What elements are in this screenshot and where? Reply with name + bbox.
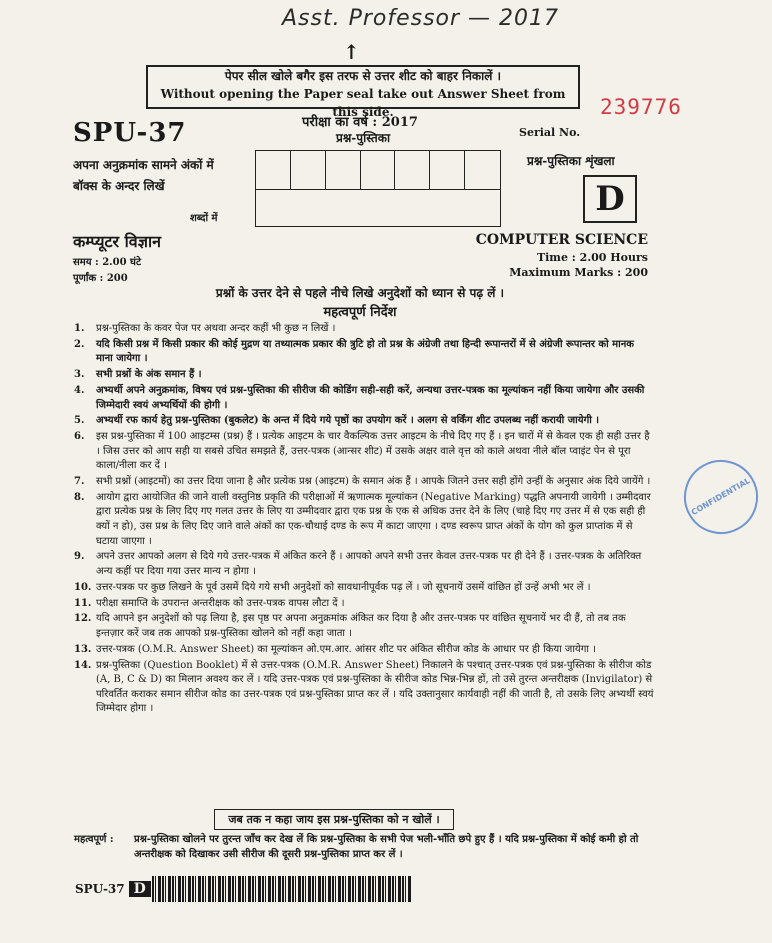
arrow-up-icon: ↑: [343, 40, 360, 64]
series-letter-box: D: [583, 175, 637, 223]
roll-digit-box[interactable]: [291, 151, 326, 189]
instruction-number: 4.: [74, 384, 85, 396]
instruction-item: [74, 612, 654, 641]
instruction-item: [74, 384, 654, 413]
paper-seal-notice: [146, 65, 580, 119]
time-english: Time : 2.00 Hours: [536, 251, 648, 264]
paper-code: SPU-37: [73, 118, 187, 148]
barcode: [152, 876, 412, 902]
roll-digit-box[interactable]: [326, 151, 361, 189]
confidential-stamp: CONFIDENTIAL: [670, 446, 771, 547]
instruction-text: यदि आपने इन अनुदेशों को पढ़ लिया है, इस पृष्ठ पर अपना अनुक्रमांक अंकित कर दिया है और उत्तर-पत्रक पर वांछित सूचनायें भर दी हैं, तो तब तक इन्तज़ार करें जब तक आपको प्रश्न-पुस्तिका खोलने को नहीं कहा जाता ।: [96, 613, 626, 639]
instruction-text: अपने उत्तर आपको अलग से दिये गये उत्तर-पत्रक में अंकित करने हैं । आपको अपने सभी उत्तर केवल उत्तर-पत्रक पर ही देने हैं । उत्तर-पत्रक के अतिरिक्त अन्य कहीं पर दिया गया उत्तर मान्य न होगा ।: [96, 551, 642, 577]
footer-series-letter: D: [129, 881, 151, 897]
instruction-text: यदि किसी प्रश्न में किसी प्रकार की कोई मुद्रण या तथ्यात्मक प्रकार की त्रुटि हो तो प्रश्न के अंग्रेजी तथा हिन्दी रूपान्तरों में से अंग्रेजी रूपान्तर को मानक माना जायेगा ।: [96, 338, 634, 365]
instruction-item: [74, 338, 654, 367]
roll-digit-box[interactable]: [395, 151, 430, 189]
instruction-number: 7.: [74, 476, 85, 488]
instruction-item: [74, 659, 654, 717]
subject-hindi: कम्प्यूटर विज्ञान: [73, 232, 161, 251]
roll-label-line2: बॉक्स के अन्दर लिखें: [73, 179, 165, 193]
marks-english: Maximum Marks : 200: [509, 266, 648, 279]
instruction-text: उत्तर-पत्रक (O.M.R. Answer Sheet) का मूल्यांकन ओ.एम.आर. आंसर शीट पर अंकित सीरीज कोड के आधार पर ही किया जायेगा ।: [96, 643, 596, 655]
instruction-text: प्रश्न-पुस्तिका (Question Booklet) में से उत्तर-पत्रक (O.M.R. Answer Sheet) निकालने के पश्चात् उत्तर-पत्रक एवं प्रश्न-पुस्तिका के सीरीज कोड (A, B, C & D) का मिलान अवश्य कर लें । यदि उत्तर-पत्रक एवं प्रश्न-पुस्तिका के सीरीज कोड भिन्न-भिन्न हों, तो उसे तुरन्त अन्तरीक्षक (Invigilator) से परिवर्तित कराकर समान सीरीज कोड का उत्तर-पत्रक एवं प्रश्न-पुस्तिका प्राप्त कर लें । यदि उक्तानुसार कार्यवाही नहीं की जाती है, तो उसके लिए अभ्यर्थी स्वयं जिम्मेदार होगा ।: [96, 659, 654, 715]
do-not-open-banner: जब तक न कहा जाय इस प्रश्न-पुस्तिका को न खोलें ।: [214, 809, 454, 830]
roll-label-line1: अपना अनुक्रमांक सामने अंकों में: [73, 158, 214, 172]
footer-paper-code: [75, 881, 151, 897]
instruction-number: 2.: [74, 338, 85, 350]
seal-notice-hindi: पेपर सील खोले बगैर इस तरफ से उत्तर शीट को बाहर निकालें ।: [224, 69, 502, 83]
instruction-item: [74, 475, 654, 490]
important-note-text: प्रश्न-पुस्तिका खोलने पर तुरन्त जाँच कर देख लें कि प्रश्न-पुस्तिका के सभी पेज भली-भाँति छपे हुए हैं । यदि प्रश्न-पुस्तिका में कोई कमी हो तो अन्तरीक्षक को दिखाकर उसी सीरीज की दूसरी प्रश्न-पुस्तिका प्राप्त कर लें ।: [134, 834, 639, 860]
instruction-item: [74, 597, 654, 612]
instruction-number: 14.: [74, 659, 92, 671]
instructions-list: [74, 322, 654, 718]
important-heading: महत्वपूर्ण निर्देश: [323, 305, 397, 320]
instruction-text: आयोग द्वारा आयोजित की जाने वाली वस्तुनिष्ठ प्रकृति की परीक्षाओं में ऋणात्मक मूल्यांकन (Negative Marking) पद्धति अपनायी जायेगी । उम्मीदवार द्वारा प्रत्येक प्रश्न के लिए दिए गए गलत उत्तर के लिए या उम्मीदवार द्वारा एक प्रश्न के एक से अधिक उत्तर देने के लिए (चाहे दिए गए उत्तर में से एक सही ही क्यों न हो), उस प्रश्न के लिए दिए जाने वाले अंकों का एक-चौथाई दण्ड के रूप में काटा जाएगा । दण्ड स्वरूप प्राप्त अंकों के योग को कुल प्राप्तांक में से घटाया जाएगा ।: [96, 491, 651, 547]
important-note: [74, 832, 654, 862]
seal-notice-english: Without opening the Paper seal take out Answer Sheet from this side.: [160, 87, 566, 119]
serial-number: 239776: [600, 95, 682, 119]
roll-number-words-box[interactable]: [255, 188, 501, 227]
instruction-item: [74, 322, 654, 337]
instruction-text: सभी प्रश्नों के अंक समान हैं ।: [96, 369, 202, 381]
instruction-number: 5.: [74, 415, 85, 427]
handwritten-note: Asst. Professor — 2017: [282, 6, 560, 31]
important-note-label: महत्वपूर्ण :: [74, 834, 114, 845]
instruction-text: इस प्रश्न-पुस्तिका में 100 आइटम्स (प्रश्न) हैं । प्रत्येक आइटम के चार वैकल्पिक उत्तर आइटम के नीचे दिए गए हैं । इन चारों में से केवल एक ही सही उत्तर है । जिस उत्तर को आप सही या सबसे उचित समझते हैं, उत्तर-पत्रक (आन्सर शीट) में उसके अक्षर वाले वृत्त को काले अथवा नीले बॉल प्वाइंट पेन से पूरा काला/नीला कर दें ।: [96, 431, 650, 472]
instruction-number: 11.: [74, 597, 92, 609]
instruction-item: [74, 581, 654, 596]
instruction-number: 12.: [74, 613, 92, 625]
instruction-item: [74, 414, 654, 429]
instruction-number: 13.: [74, 643, 92, 655]
instruction-item: [74, 368, 654, 383]
instruction-text: अभ्यर्थी रफ कार्य हेतु प्रश्न-पुस्तिका (बुकलेट) के अन्त में दिये गये पृष्ठों का उपयोग करें । अलग से वर्किंग शीट उपलब्ध नहीं करायी जायेगी ।: [96, 415, 600, 427]
instruction-number: 9.: [74, 551, 85, 563]
instruction-item: [74, 643, 654, 658]
serial-label: Serial No.: [519, 126, 581, 139]
series-label: प्रश्न-पुस्तिका शृंखला: [527, 154, 615, 168]
marks-hindi: पूर्णांक : 200: [73, 273, 128, 284]
booklet-label: प्रश्न-पुस्तिका: [336, 131, 391, 145]
roll-digit-box[interactable]: [465, 151, 500, 189]
instruction-text: प्रश्न-पुस्तिका के कवर पेज पर अथवा अन्दर कहीं भी कुछ न लिखें ।: [96, 323, 336, 334]
instruction-heading: प्रश्नों के उत्तर देने से पहले नीचे लिखे अनुदेशों को ध्यान से पढ़ लें ।: [215, 286, 505, 300]
subject-english: COMPUTER SCIENCE: [475, 232, 648, 248]
instruction-text: परीक्षा समाप्ति के उपरान्त अन्तरीक्षक को उत्तर-पत्रक वापस लौटा दें ।: [96, 597, 345, 609]
instruction-number: 6.: [74, 431, 85, 443]
instruction-item: [74, 550, 654, 579]
instruction-text: सभी प्रश्नों (आइटमों) का उत्तर दिया जाना है और प्रत्येक प्रश्न (आइटम) के समान अंक हैं । आपके जितने उत्तर सही होंगे उन्हीं के अनुसार अंक दिये जायेंगे ।: [96, 476, 651, 488]
roll-digit-box[interactable]: [361, 151, 396, 189]
words-label: शब्दों में: [190, 213, 218, 224]
instruction-number: 8.: [74, 491, 85, 503]
time-hindi: समय : 2.00 घंटे: [73, 257, 141, 268]
instruction-number: 1.: [74, 323, 85, 334]
instruction-item: [74, 430, 654, 474]
exam-year: परीक्षा का वर्ष : 2017: [302, 115, 418, 130]
roll-digit-box[interactable]: [256, 151, 291, 189]
instruction-item: [74, 491, 654, 549]
roll-number-digit-boxes[interactable]: [255, 150, 501, 190]
instruction-number: 10.: [74, 581, 92, 593]
footer-code-text: SPU-37: [75, 882, 125, 896]
instruction-text: अभ्यर्थी अपने अनुक्रमांक, विषय एवं प्रश्न-पुस्तिका की सीरीज की कोडिंग सही-सही करें, अन्यथा उत्तर-पत्रक का मूल्यांकन नहीं किया जायेगा और उसकी जिम्मेदारी स्वयं अभ्यर्थियों की होगी ।: [96, 384, 645, 411]
instruction-number: 3.: [74, 369, 85, 381]
roll-digit-box[interactable]: [430, 151, 465, 189]
instruction-text: उत्तर-पत्रक पर कुछ लिखने के पूर्व उसमें दिये गये सभी अनुदेशों को सावधानीपूर्वक पढ़ लें । जो सूचनायें उसमें वांछित हों उन्हें अभी भर लें ।: [96, 581, 591, 593]
